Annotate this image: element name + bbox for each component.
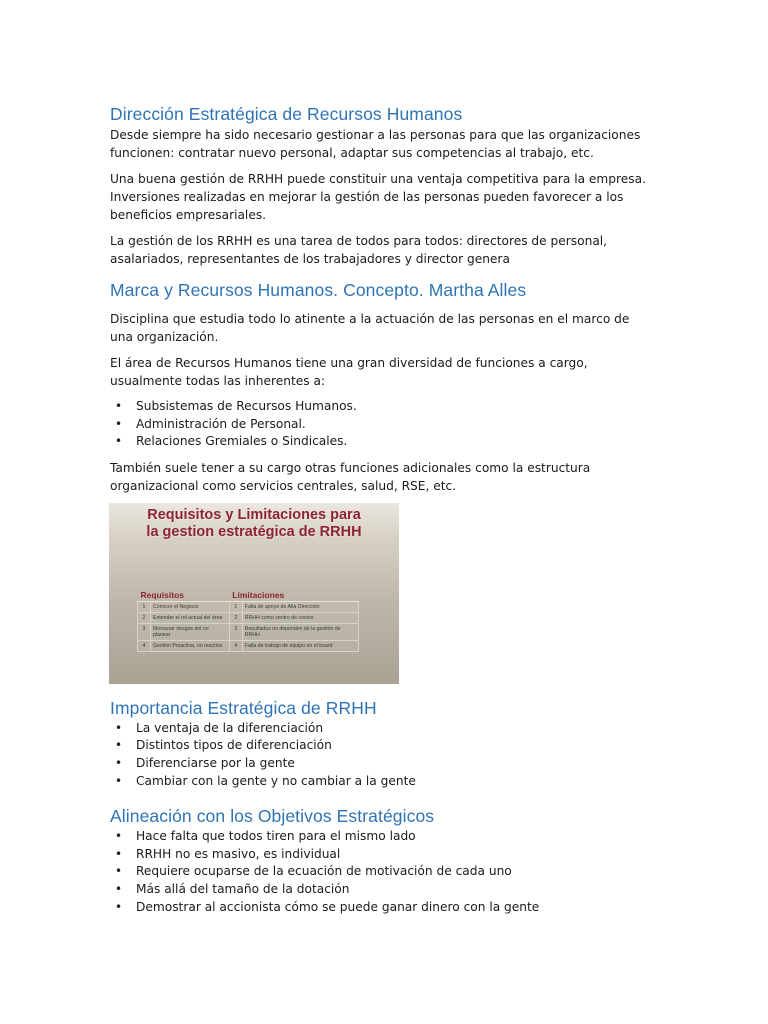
paragraph: Disciplina que estudia todo lo atinente a la actuación de las personas en el marco de una organización. [110,312,630,344]
list-item: • Diferenciarse por la gente [136,755,655,773]
requisito-cell: Entender el rol actual del área [151,612,230,623]
section-direccion-estrategica [110,102,655,268]
row-number: 1 [229,601,242,612]
paragraph: Desde siempre ha sido necesario gestionar a las personas para que las organizaciones funcionen: contratar nuevo personal, adaptar sus competencias al trabajo, etc. [110,128,641,160]
paragraph: Una buena gestión de RRHH puede constituir una ventaja competitiva para la empresa. Inversiones realizadas en mejorar la gestión de las personas pueden favorecer a los beneficios empresariales. [110,172,646,222]
list-item: • Administración de Personal. [136,416,655,434]
limitacion-cell: Falta de apoyo de Alta Dirección [242,601,358,612]
row-number: 2 [229,612,242,623]
table-row [138,601,359,612]
bullet-list [110,828,655,916]
paragraph: También suele tener a su cargo otras funciones adicionales como la estructura organizacional como servicios centrales, salud, RSE, etc. [110,460,591,493]
paragraph: El área de Recursos Humanos tiene una gran diversidad de funciones a cargo, usualmente todas las inherentes a: [110,356,588,388]
requisito-cell: Conocer el Negocio [151,601,230,612]
limitacion-cell: Resultados no dependen de la gestión de RRHH [242,623,358,640]
list-item: • Cambiar con la gente y no cambiar a la gente [136,773,655,791]
row-number: 3 [229,623,242,640]
bullet-list [110,720,655,790]
requisito-cell: Mensurar riesgos del no planear [151,623,230,640]
slide-col-limitaciones: Limitaciones [229,589,358,602]
heading-importancia-estrategica: Importancia Estratégica de RRHH [110,697,377,718]
limitacion-cell: RRHH como centro de costos [242,612,358,623]
row-number: 3 [138,623,151,640]
list-item: • Relaciones Gremiales o Sindicales. [136,433,655,451]
row-number: 1 [138,601,151,612]
row-number: 4 [229,640,242,651]
requisito-cell: Gestión Proactiva, no reactiva [151,640,230,651]
list-item: • Hace falta que todos tiren para el mismo lado [136,828,655,846]
heading-alineacion-objetivos: Alineación con los Objetivos Estratégicos [110,806,435,827]
list-item: • RRHH no es masivo, es individual [136,846,655,864]
slide-title-line: la gestion estratégica de RRHH [146,523,362,540]
slide-image-requisitos-limitaciones [109,503,399,684]
section-importancia-estrategica [110,696,655,790]
paragraph: La gestión de los RRHH es una tarea de todos para todos: directores de personal, asalariados, representantes de los trabajadores y director genera [110,234,608,266]
slide-title-line: Requisitos y Limitaciones para [147,506,361,523]
list-item: • Más allá del tamaño de la dotación [136,881,655,899]
slide-col-requisitos: Requisitos [138,589,230,602]
table-row [138,612,359,623]
section-alineacion-objetivos [110,804,655,916]
slide-table [137,589,359,652]
heading-direccion-estrategica: Dirección Estratégica de Recursos Humanos [110,104,463,124]
list-item: • Requiere ocuparse de la ecuación de motivación de cada uno [136,863,655,881]
document-page [110,100,655,924]
limitacion-cell: Falta de trabajo de equipo en el board [242,640,358,651]
table-row [138,623,359,640]
slide-title [109,507,399,541]
row-number: 4 [138,640,151,651]
section-marca-rrhh [110,278,655,495]
list-item: • Subsistemas de Recursos Humanos. [136,398,655,416]
row-number: 2 [138,612,151,623]
table-row [138,640,359,651]
list-item: • Distintos tipos de diferenciación [136,737,655,755]
heading-marca-rrhh: Marca y Recursos Humanos. Concepto. Martha Alles [110,280,527,300]
list-item: • La ventaja de la diferenciación [136,720,655,738]
list-item: • Demostrar al accionista cómo se puede ganar dinero con la gente [136,899,655,917]
bullet-list [110,398,655,451]
